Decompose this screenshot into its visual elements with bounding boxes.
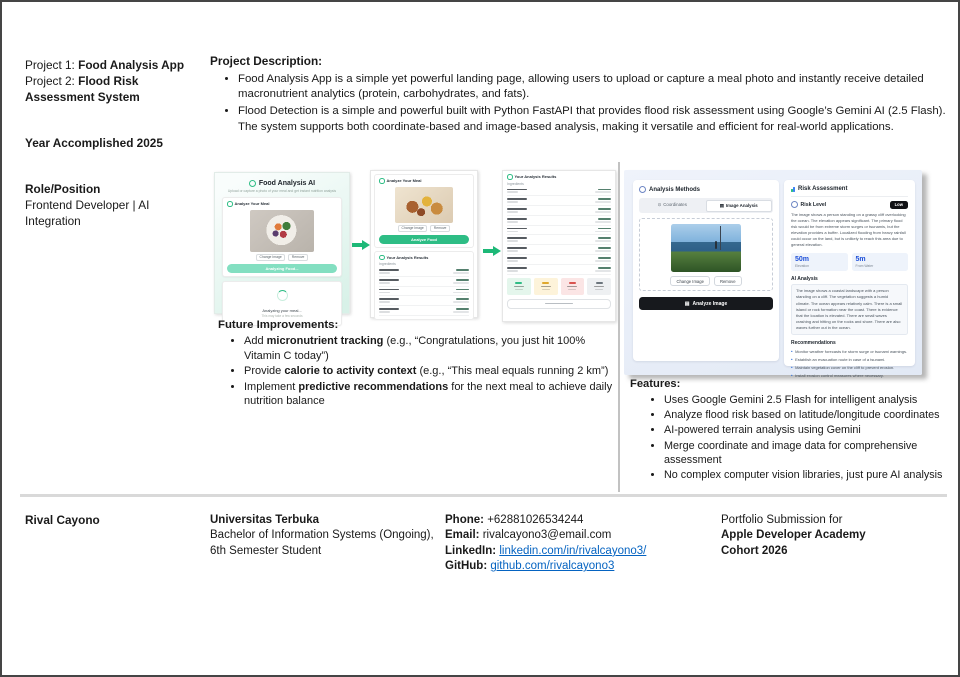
pin-icon: ⊙ xyxy=(657,201,662,207)
meal-photo-burger xyxy=(395,187,453,223)
gauge-icon xyxy=(791,201,798,208)
bullet-icon: • xyxy=(791,373,793,379)
github-line: GitHub: github.com/rivalcayono3 xyxy=(445,560,615,573)
feature-bullet: • Analyze flood risk based on latitude/longitude coordinates xyxy=(664,408,954,422)
university-name: Universitas Terbuka xyxy=(210,514,320,526)
submission-line1: Portfolio Submission for xyxy=(721,514,843,526)
submission-line2: Apple Developer Academy xyxy=(721,529,866,542)
semester-line: 6th Semester Student xyxy=(210,544,322,557)
ai-analysis-text: The image shows a coastal landscape with a person standing on a cliff. The vegetation suggests a humid climate. The ocean appears relatively calm. There is a small island or rock formation near the coast. There is evidence that the location is elevated. There are small waves crashing and hitting on the rocks and shore. There are also waves further out in the ocean. xyxy=(791,284,908,335)
results-card-header: Your Analysis Results xyxy=(379,255,469,261)
camera-icon xyxy=(227,201,233,207)
image-actions-row xyxy=(644,276,768,286)
spinner-icon xyxy=(277,290,288,301)
future-bullet: • Implement predictive recommendations for the next meal to achieve daily nutrition balance xyxy=(244,380,618,409)
analyze-meal-card xyxy=(222,197,342,277)
food-app-screenshot-1 xyxy=(214,172,350,318)
recommendation-item: • Install erosion control measures where necessary. xyxy=(791,373,884,379)
leaf-logo-icon xyxy=(249,180,256,187)
features xyxy=(630,377,954,483)
future-bullet: • Provide calorie to activity context (e.g., “This meal equals running 2 km”) xyxy=(244,364,618,379)
remove-image-button: Remove xyxy=(288,254,308,261)
flow-arrow-icon xyxy=(352,240,370,250)
description-bullet: • Flood Detection is a simple and powerful built with Python FastAPI that provides flood risk assessment using Google’s Gemini AI (2.5 Flash). The system supports both coordinate-based and image-based analysis, making it versatile and efficient for real-world applications. xyxy=(238,104,954,135)
features-heading: Features: xyxy=(630,378,681,390)
linkedin-line: LinkedIn: linkedin.com/in/rivalcayono3/ xyxy=(445,544,647,557)
food-app-screenshot-2 xyxy=(370,170,478,318)
risk-level-badge: Low xyxy=(890,201,908,209)
project-list: Project 1: Food Analysis App Project 2: Flood Risk Assessment System xyxy=(25,58,185,104)
analyze-meal-card-header: Analyze Your Meal xyxy=(227,201,337,207)
project-titles xyxy=(25,58,205,105)
future-improvements-heading: Future Improvements: xyxy=(218,319,339,331)
flood-app-screenshot xyxy=(624,170,922,379)
bullet-icon: • xyxy=(791,365,793,371)
feature-bullet: • Uses Google Gemini 2.5 Flash for intelligent analysis xyxy=(664,393,954,407)
calories-stat-box xyxy=(587,278,611,295)
feature-bullet: • No complex computer vision libraries, just pure AI analysis xyxy=(664,468,954,482)
remove-image-button: Remove xyxy=(430,225,450,232)
role-heading: Role/Position xyxy=(25,182,101,196)
analyze-image-button: ▤ Analyze Image xyxy=(639,297,773,310)
camera-icon xyxy=(379,178,385,184)
footer-divider xyxy=(20,494,947,497)
contact-block xyxy=(445,513,705,575)
email-line: Email: rivalcayono3@email.com xyxy=(445,529,612,542)
risk-stat-boxes xyxy=(791,253,908,271)
project-description xyxy=(210,54,954,137)
food-app-screenshot-3 xyxy=(502,170,616,322)
degree-line: Bachelor of Information Systems (Ongoing), xyxy=(210,529,434,542)
chart-icon xyxy=(791,187,795,192)
ingredients-label: Ingredients xyxy=(507,181,524,186)
risk-summary-text: The image shows a person standing on a grassy cliff overlooking the ocean. The elevation appears significant. The primary flood risk would be from extreme storm surges or tsunamis, but the elevation provides a buffer. Localized flooding from heavy rainfall could occur on the land, but is unlikely to reach this area due to general elevation. xyxy=(791,211,906,248)
analyze-meal-card-header: Analyze Your Meal xyxy=(379,178,469,184)
tab-image-analysis: ▤ Image Analysis xyxy=(706,200,772,212)
meal-photo-salad xyxy=(250,210,314,252)
protein-stat-box xyxy=(507,278,531,295)
risk-level-label: Risk Level xyxy=(791,201,826,208)
image-icon: ▤ xyxy=(719,202,724,208)
risk-level-row xyxy=(791,201,908,209)
recommendation-item: • Monitor weather forecasts for storm surge or tsunami warnings. xyxy=(791,349,908,355)
method-tabs xyxy=(639,198,773,213)
recommendation-item: • Maintain vegetation cover on the cliff to prevent erosion. xyxy=(791,365,895,371)
remove-image-button: Remove xyxy=(714,276,742,286)
ingredient-rows xyxy=(507,187,611,275)
tab-coordinates: ⊙ Coordinates xyxy=(657,201,687,207)
future-improvements xyxy=(218,318,618,410)
target-icon xyxy=(639,186,646,193)
analyzing-food-button: Analyzing Food... xyxy=(227,264,337,273)
macro-stat-boxes xyxy=(507,278,611,295)
recommendations-list xyxy=(791,348,908,380)
recommendations-heading: Recommendations xyxy=(791,340,836,347)
food-app-subtitle: Upload or capture a photo of your meal and get instant nutrition analysis xyxy=(227,189,337,193)
from-water-stat: 5m From Water xyxy=(852,253,909,271)
education-block xyxy=(210,513,448,559)
author-name: Rival Cayono xyxy=(25,513,100,527)
features-list xyxy=(630,393,954,483)
flow-arrow-icon xyxy=(483,246,501,256)
food-app-title-row xyxy=(215,180,349,187)
loading-text: Analyzing your meal... xyxy=(262,307,302,313)
loading-subtext: This may take a few seconds xyxy=(261,313,303,318)
image-upload-area xyxy=(639,218,773,291)
bullet-icon: • xyxy=(791,357,793,363)
image-actions-row xyxy=(227,254,337,261)
github-link[interactable]: github.com/rivalcayono3 xyxy=(490,560,615,573)
ingredient-rows xyxy=(379,267,469,316)
submission-block xyxy=(721,513,941,559)
phone-line: Phone: +62881026534244 xyxy=(445,514,584,526)
divider xyxy=(791,196,908,197)
analysis-results-card xyxy=(374,251,474,320)
cliff-photo xyxy=(671,224,741,272)
elevation-stat: 50m Elevation xyxy=(791,253,848,271)
recommendation-item: • Establish an evacuation route in case of a tsunami. xyxy=(791,357,886,363)
analysis-methods-header: Analysis Methods xyxy=(639,186,773,193)
change-image-button: Change Image xyxy=(256,254,285,261)
submission-line3: Cohort 2026 xyxy=(721,544,788,557)
chart-icon xyxy=(379,255,385,261)
role-value: Frontend Developer | AI Integration xyxy=(25,197,150,228)
risk-assessment-header: Risk Assessment xyxy=(791,186,908,192)
project-description-list xyxy=(210,72,954,135)
description-bullet: • Food Analysis App is a simple yet powerful landing page, allowing users to upload or capture a meal photo and instantly receive detailed macronutrient analytics (protein, carbohydrates, and fats). xyxy=(238,72,954,103)
chart-icon xyxy=(507,174,513,180)
food-app-title: Food Analysis AI xyxy=(258,180,316,187)
role-position xyxy=(25,182,205,229)
loading-content xyxy=(227,285,337,322)
year-accomplished: Year Accomplished 2025 xyxy=(25,136,163,150)
feature-bullet: • AI-powered terrain analysis using Gemini xyxy=(664,423,954,437)
analyze-another-meal-button xyxy=(507,299,611,309)
feature-bullet: • Merge coordinate and image data for comprehensive assessment xyxy=(664,439,954,468)
results-card-header: Your Analysis Results xyxy=(507,174,611,180)
bullet-icon: • xyxy=(791,349,793,355)
ingredients-label: Ingredients xyxy=(379,262,396,266)
section-divider xyxy=(618,162,620,492)
analyze-food-button: Analyze Food xyxy=(379,235,469,244)
analysis-methods-card xyxy=(633,180,779,361)
change-image-button: Change Image xyxy=(398,225,427,232)
image-icon: ▤ xyxy=(684,300,690,307)
analyze-meal-card xyxy=(374,174,474,248)
image-actions-row xyxy=(379,225,469,232)
project-description-heading: Project Description: xyxy=(210,54,323,68)
future-bullet: • Add micronutrient tracking (e.g., “Congratulations, you just hit 100% Vitamin C today”) xyxy=(244,334,618,363)
carbs-stat-box xyxy=(534,278,558,295)
change-image-button: Change Image xyxy=(670,276,709,286)
email-value: rivalcayono3@email.com xyxy=(482,529,612,542)
risk-assessment-card xyxy=(784,180,915,379)
phone-value: +62881026534244 xyxy=(487,514,584,526)
fat-stat-box xyxy=(561,278,585,295)
future-improvements-list xyxy=(218,334,618,409)
linkedin-link[interactable]: linkedin.com/in/rivalcayono3/ xyxy=(499,544,647,557)
ai-analysis-heading: AI Analysis xyxy=(791,275,818,282)
